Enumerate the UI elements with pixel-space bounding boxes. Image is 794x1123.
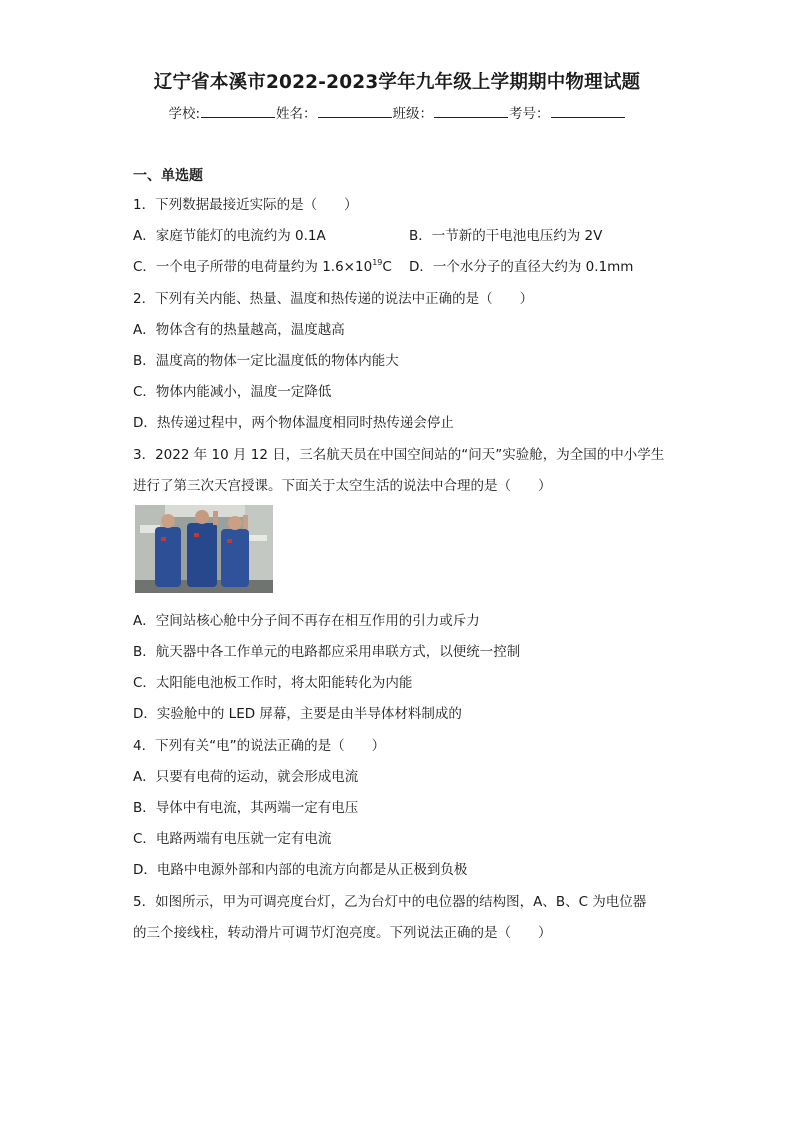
q2-stem: 2．下列有关内能、热量、温度和热传递的说法中正确的是（ ） — [133, 291, 534, 307]
q5-stem-line2: 的三个接线柱，转动滑片可调节灯泡亮度。下列说法正确的是（ ） — [133, 925, 552, 941]
section-heading: 一、单选题 — [133, 168, 203, 184]
q3-stem-line2: 进行了第三次天宫授课。下面关于太空生活的说法中合理的是（ ） — [133, 478, 552, 494]
name-blank[interactable] — [318, 105, 392, 118]
q3-option-c: C．太阳能电池板工作时，将太阳能转化为内能 — [133, 675, 413, 691]
q1-option-d: D．一个水分子的直径大约为 0.1mm — [409, 259, 634, 275]
page-title: 辽宁省本溪市2022-2023学年九年级上学期期中物理试题 — [153, 72, 641, 93]
q2-option-c: C．物体内能减小，温度一定降低 — [133, 384, 332, 400]
q2-option-b: B．温度高的物体一定比温度低的物体内能大 — [133, 353, 399, 369]
q2-option-d: D．热传递过程中，两个物体温度相同时热传递会停止 — [133, 415, 454, 431]
student-info-line — [0, 102, 794, 122]
q2-option-a: A．物体含有的热量越高，温度越高 — [133, 322, 345, 338]
q1-option-c-text: C．一个电子所带的电荷量约为 1.6×10 — [133, 259, 373, 275]
q4-option-c: C．电路两端有电压就一定有电流 — [133, 831, 332, 847]
q4-option-a: A．只要有电荷的运动，就会形成电流 — [133, 769, 359, 785]
q3-stem-line1: 3．2022 年 10 月 12 日，三名航天员在中国空间站的“问天”实验舱，为全国的中小学生 — [133, 447, 665, 463]
q1-option-b: B．一节新的干电池电压约为 2V — [409, 228, 603, 244]
q5-stem-line1: 5．如图所示，甲为可调亮度台灯，乙为台灯中的电位器的结构图，A、B、C 为电位器 — [133, 894, 647, 910]
q3-option-b: B．航天器中各工作单元的电路都应采用串联方式，以便统一控制 — [133, 644, 521, 660]
q1-stem: 1．下列数据最接近实际的是（ ） — [133, 197, 358, 213]
number-label: 考号： — [509, 106, 550, 122]
number-blank[interactable] — [551, 105, 625, 118]
class-label: 班级： — [392, 106, 434, 122]
school-blank[interactable] — [201, 105, 275, 118]
q4-stem: 4．下列有关“电”的说法正确的是（ ） — [133, 738, 386, 754]
q4-option-b: B．导体中有电流，其两端一定有电压 — [133, 800, 359, 816]
name-label: 姓名： — [276, 106, 317, 122]
q3-option-a: A．空间站核心舱中分子间不再存在相互作用的引力或斥力 — [133, 613, 480, 629]
astronauts-photo — [135, 505, 273, 593]
class-blank[interactable] — [434, 105, 508, 118]
q1-option-c — [133, 255, 392, 275]
school-label: 学校: — [168, 106, 201, 122]
astronauts-photo-drawing — [135, 505, 273, 593]
q1-option-a: A．家庭节能灯的电流约为 0.1A — [133, 228, 326, 244]
q1-option-c-unit: C — [382, 259, 392, 275]
q3-option-d: D．实验舱中的 LED 屏幕，主要是由半导体材料制成的 — [133, 706, 462, 722]
q4-option-d: D．电路中电源外部和内部的电流方向都是从正极到负极 — [133, 862, 468, 878]
q1-option-c-exponent: 19 — [372, 258, 383, 267]
